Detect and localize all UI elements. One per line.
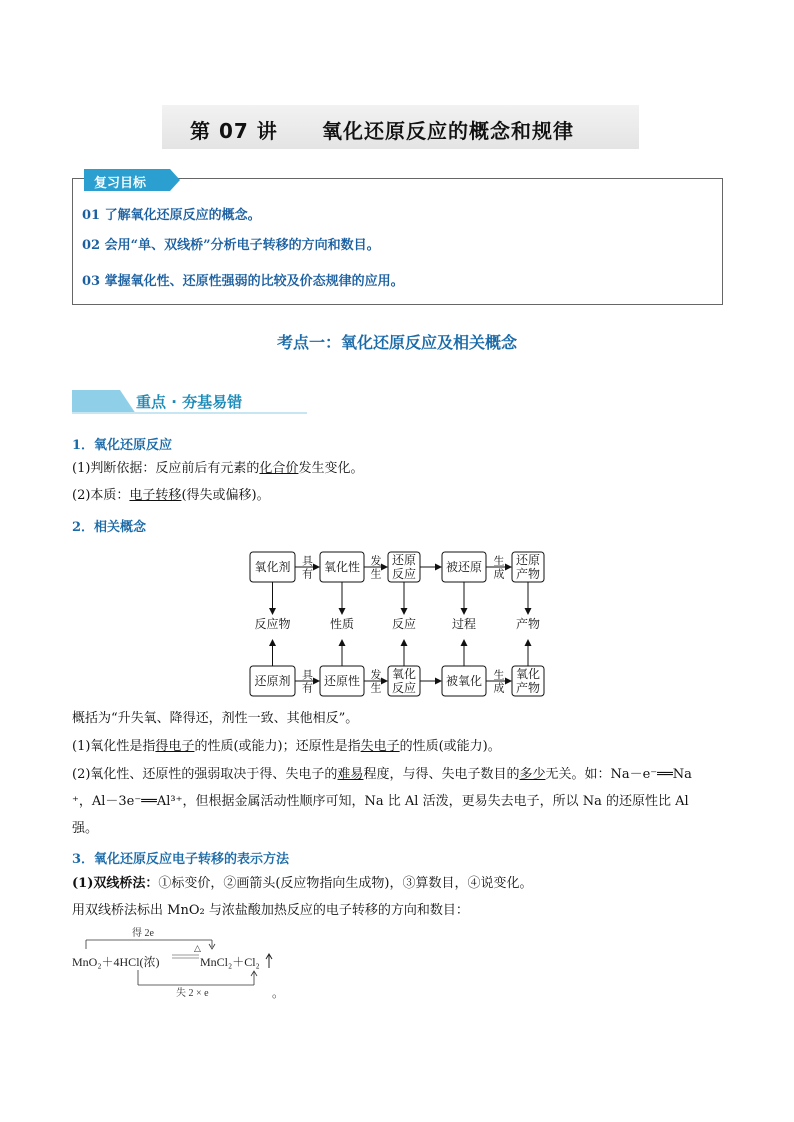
goal-item: 03 掌握氧化性、还原性强弱的比较及价态规律的应用。 (82, 274, 404, 289)
section-heading: 2．相关概念 (72, 520, 147, 535)
concept-diagram (240, 546, 560, 706)
concept-box-label: 还原 (391, 553, 417, 568)
concept-box-label: 反应 (391, 681, 417, 696)
figure-period: 。 (272, 986, 285, 1000)
category-label: 过程 (451, 617, 477, 631)
section-heading: 3．氧化还原反应电子转移的表示方法 (72, 852, 290, 867)
flow-verb: 生 (493, 555, 505, 568)
concept-box-label: 还原性 (323, 674, 361, 689)
goals-tag-label: 复习目标 (94, 176, 147, 191)
gain-label: 得 2e (132, 928, 154, 939)
flow-verb: 有 (302, 568, 313, 581)
paragraph: (2)氧化性、还原性的强弱取决于得、失电子的难易程度，与得、失电子数目的多少无关。如：Na－e⁻══Na (72, 767, 692, 782)
topic-title: 考点一：氧化还原反应及相关概念 (276, 333, 517, 352)
loss-label: 失 2 × e (176, 988, 209, 999)
paragraph: (1)氧化性是指得电子的性质(或能力)；还原性是指失电子的性质(或能力)。 (72, 739, 501, 754)
concept-box-label: 产物 (515, 567, 541, 582)
equation-left: MnO₂＋4HCl(浓) (72, 955, 160, 969)
flow-verb: 发 (370, 669, 382, 682)
flow-verb: 具 (302, 669, 313, 682)
concept-box-label: 氧化 (391, 667, 417, 682)
flow-verb: 有 (302, 682, 313, 695)
paragraph: (2)本质：电子转移(得失或偏移)。 (72, 488, 270, 503)
double-bridge-figure (72, 925, 302, 1000)
concept-box-label: 氧化性 (323, 560, 361, 575)
concept-box-label: 被还原 (445, 560, 483, 575)
concept-box-label: 还原剂 (254, 674, 291, 689)
concept-box-label: 产物 (515, 681, 541, 696)
paragraph: 用双线桥法标出 MnO₂ 与浓盐酸加热反应的电子转移的方向和数目： (72, 903, 469, 918)
lesson-number: 第 07 讲 (190, 119, 278, 143)
concept-box-label: 氧化 (515, 667, 541, 682)
concept-box-label: 还原 (515, 553, 541, 568)
flow-verb: 成 (493, 568, 505, 581)
flow-verb: 生 (493, 669, 505, 682)
equation-right: MnCl₂＋Cl₂ (200, 955, 260, 969)
category-label: 反应物 (254, 617, 291, 631)
goal-item: 02 会用“单、双线桥”分析电子转移的方向和数目。 (82, 238, 380, 253)
goal-item: 01 了解氧化还原反应的概念。 (82, 208, 261, 223)
category-label: 产物 (515, 617, 541, 631)
heat-symbol: △ (194, 944, 201, 954)
paragraph: 强。 (72, 821, 99, 836)
flow-verb: 具 (302, 555, 313, 568)
category-label: 性质 (329, 617, 355, 631)
paragraph: (1)判断依据：反应前后有元素的化合价发生变化。 (72, 461, 364, 476)
flow-verb: 成 (493, 682, 505, 695)
flow-verb: 发 (370, 555, 382, 568)
concept-box-label: 氧化剂 (254, 560, 291, 575)
summary: 概括为“升失氧、降得还，剂性一致、其他相反”。 (72, 711, 359, 726)
section-heading: 1．氧化还原反应 (72, 438, 173, 453)
concept-box-label: 被氧化 (445, 674, 483, 689)
flow-verb: 生 (370, 568, 382, 581)
concept-box-label: 反应 (391, 567, 417, 582)
section-banner-label: 重点 · 夯基易错 (136, 393, 243, 411)
paragraph: (1)双线桥法：①标变价，②画箭头(反应物指向生成物)，③算数目，④说变化。 (72, 876, 533, 891)
category-label: 反应 (391, 617, 417, 631)
page-title: 氧化还原反应的概念和规律 (322, 119, 574, 143)
flow-verb: 生 (370, 682, 382, 695)
paragraph: ⁺，Al－3e⁻══Al³⁺，但根据金属活动性顺序可知，Na 比 Al 活泼，更易失去电子，所以 Na 的还原性比 Al (72, 794, 689, 809)
